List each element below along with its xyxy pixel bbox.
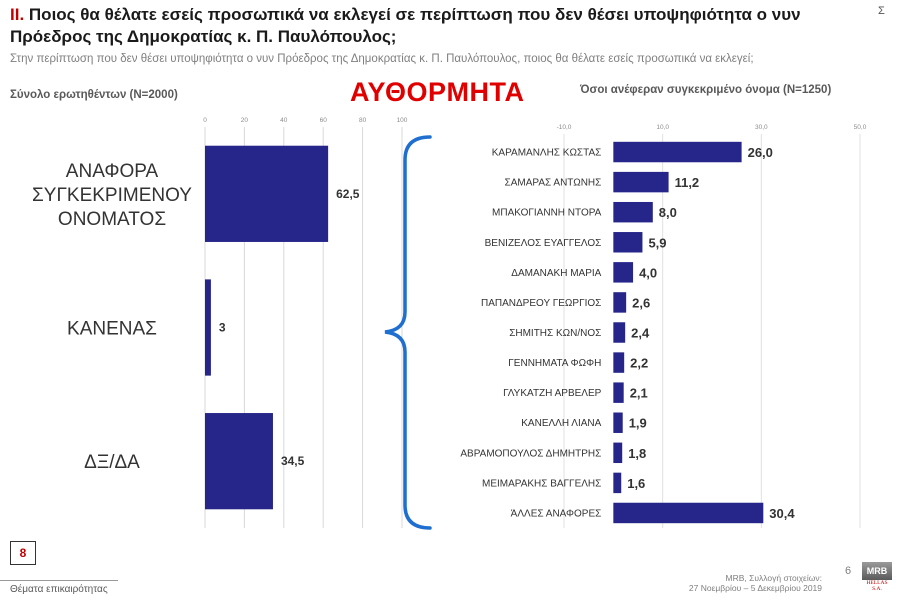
right-bar bbox=[613, 232, 642, 252]
right-value-label: 2,4 bbox=[631, 325, 650, 341]
left-category-word: ΣΥΓΚΕΚΡΙΜΕΝΟΥ bbox=[32, 184, 192, 206]
right-bar bbox=[613, 142, 741, 162]
right-bar bbox=[613, 352, 624, 372]
right-category-label: ΣΗΜΙΤΗΣ ΚΩΝ/ΝΟΣ bbox=[509, 328, 602, 339]
mrb-logo bbox=[862, 562, 892, 592]
right-bar bbox=[613, 503, 763, 523]
right-value-label: 26,0 bbox=[747, 145, 773, 161]
page-badge: 8 bbox=[10, 541, 36, 565]
left-category-label bbox=[32, 161, 192, 230]
right-bar bbox=[613, 382, 623, 402]
right-category-label: ΚΑΡΑΜΑΝΛΗΣ ΚΩΣΤΑΣ bbox=[491, 147, 602, 159]
left-tick-label: 40 bbox=[280, 117, 288, 124]
right-value-label: 8,0 bbox=[658, 205, 677, 221]
left-bar bbox=[205, 413, 273, 509]
question-subtitle: Στην περίπτωση που δεν θέσει υποψηφιότητα ο νυν Πρόεδρος της Δημοκρατίας κ. Π. Παυλόπουλος, ποιος θα θέλατε εσείς προσωπικά να εκλεγεί; bbox=[10, 53, 754, 65]
right-category-label: ΣΑΜΑΡΑΣ ΑΝΤΩΝΗΣ bbox=[504, 177, 602, 189]
left-category-label bbox=[67, 319, 157, 340]
left-category-word: ΔΞ/ΔΑ bbox=[84, 452, 140, 474]
right-value-label: 1,6 bbox=[627, 475, 646, 491]
source-line-2: 27 Νοεμβρίου – 5 Δεκεμβρίου 2019 bbox=[688, 583, 822, 593]
right-category-label: ΓΕΝΝΗΜΑΤΑ ΦΩΦΗ bbox=[508, 358, 602, 370]
right-tick-label: -10,0 bbox=[556, 124, 572, 131]
left-tick-label: 60 bbox=[319, 117, 327, 124]
right-bar bbox=[613, 172, 668, 192]
left-tick-label: 0 bbox=[203, 117, 207, 124]
right-bar bbox=[613, 262, 633, 282]
question-number: II. bbox=[10, 5, 25, 24]
right-value-label: 11,2 bbox=[674, 175, 700, 191]
right-value-label: 1,9 bbox=[628, 415, 647, 431]
left-tick-label: 80 bbox=[358, 117, 367, 124]
left-tick-label: 100 bbox=[396, 117, 408, 124]
left-value-label: 62,5 bbox=[336, 186, 360, 201]
right-value-label: 5,9 bbox=[648, 235, 667, 251]
right-bar bbox=[613, 202, 652, 222]
right-category-label: ΠΑΠΑΝΔΡΕΟΥ ΓΕΩΡΓΙΟΣ bbox=[481, 297, 602, 309]
right-bar bbox=[613, 443, 622, 463]
total-respondents-label: Σύνολο ερωτηθέντων (N=2000) bbox=[10, 89, 178, 101]
right-tick-label: 30,0 bbox=[755, 124, 768, 131]
slide-number: 6 bbox=[845, 565, 852, 577]
logo-mark: MRB bbox=[862, 562, 892, 580]
right-category-label: ΒΕΝΙΖΕΛΟΣ ΕΥΑΓΓΕΛΟΣ bbox=[484, 237, 602, 249]
right-category-label: ΜΕΙΜΑΡΑΚΗΣ ΒΑΓΓΕΛΗΣ bbox=[481, 478, 602, 490]
right-tick-label: 10,0 bbox=[656, 124, 669, 131]
right-category-label: ΚΑΝΕΛΛΗ ΛΙΑΝΑ bbox=[521, 418, 602, 430]
corner-glyph: Σ bbox=[878, 5, 885, 17]
right-value-label: 2,2 bbox=[630, 355, 649, 371]
right-value-label: 1,8 bbox=[628, 445, 647, 461]
right-category-label: ΑΒΡΑΜΟΠΟΥΛΟΣ ΔΗΜΗΤΡΗΣ bbox=[460, 448, 602, 460]
right-bar bbox=[613, 473, 621, 493]
source-line-1: MRB, Συλλογή στοιχείων: bbox=[725, 573, 822, 583]
section-label: Θέματα επικαιρότητας bbox=[10, 584, 108, 595]
right-category-label: ΓΛΥΚΑΤΖΗ ΑΡΒΕΛΕΡ bbox=[503, 388, 602, 400]
right-bar bbox=[613, 322, 625, 342]
right-value-label: 4,0 bbox=[639, 265, 658, 281]
right-tick-label: 50,0 bbox=[853, 124, 867, 131]
right-value-label: 30,4 bbox=[769, 505, 795, 521]
footer-divider bbox=[0, 580, 118, 581]
left-value-label: 34,5 bbox=[280, 454, 305, 469]
curly-brace bbox=[385, 137, 430, 528]
question-text: Ποιος θα θέλατε εσείς προσωπικά να εκλεγεί σε περίπτωση που δεν θέσει υποψηφιότητα ο νυν Πρόεδρος της Δημοκρατίας κ. Π. Παυλόπουλος; bbox=[10, 5, 801, 46]
right-category-label: ΔΑΜΑΝΑΚΗ ΜΑΡΙΑ bbox=[511, 267, 602, 279]
left-tick-label: 20 bbox=[240, 117, 249, 124]
right-category-label: ΆΛΛΕΣ ΑΝΑΦΟΡΕΣ bbox=[510, 508, 602, 520]
left-category-word: ΟΝΟΜΑΤΟΣ bbox=[57, 208, 167, 230]
right-bar bbox=[613, 292, 626, 312]
left-category-label bbox=[84, 452, 140, 473]
left-value-label: 3 bbox=[218, 320, 226, 335]
mention-respondents-label: Όσοι ανέφεραν συγκεκριμένο όνομα (N=1250) bbox=[580, 84, 832, 96]
spontaneous-headline: ΑΥΘΟΡΜΗΤΑ bbox=[350, 77, 525, 107]
left-bar bbox=[205, 279, 211, 375]
right-value-label: 2,6 bbox=[632, 295, 651, 311]
left-bar bbox=[205, 146, 328, 242]
left-category-word: ΑΝΑΦΟΡΑ bbox=[65, 160, 159, 182]
logo-subtext: HELLAS S.A. bbox=[866, 580, 888, 592]
right-bar-chart bbox=[460, 124, 866, 528]
left-bar-chart bbox=[32, 117, 408, 528]
right-category-label: ΜΠΑΚΟΓΙΑΝΝΗ ΝΤΟΡΑ bbox=[492, 207, 602, 219]
left-category-word: ΚΑΝΕΝΑΣ bbox=[67, 318, 157, 340]
right-value-label: 2,1 bbox=[629, 385, 648, 401]
right-bar bbox=[613, 413, 622, 433]
